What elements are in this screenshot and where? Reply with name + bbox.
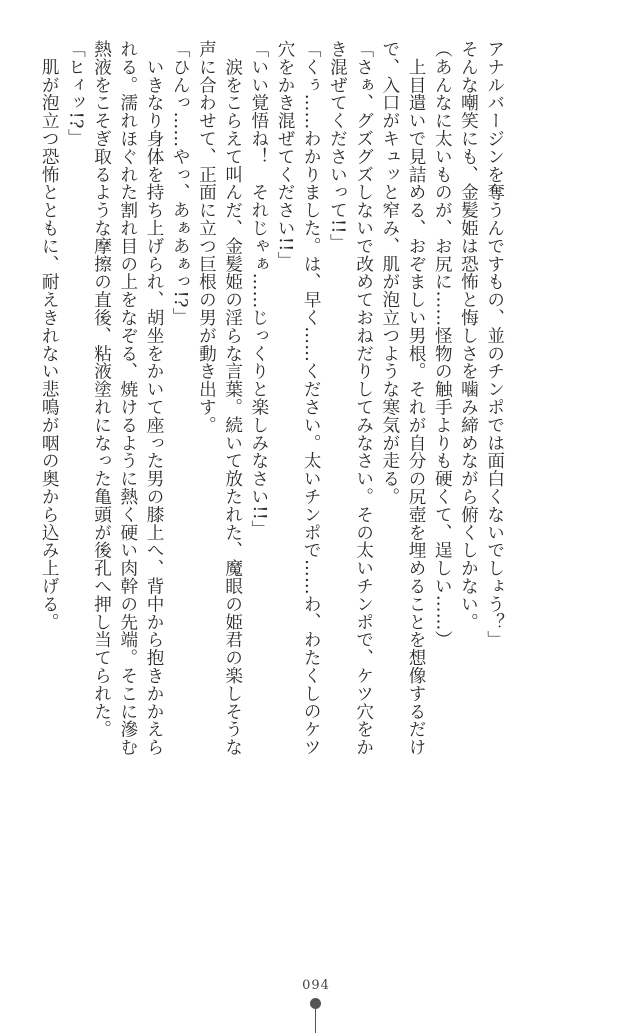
text-line-4: 上目遣いで見詰める、おぞましい男根。それが自分の尻壺を埋めることを想像するだけ: [406, 40, 427, 756]
text-line-14: いきなり身体を持ち上げられ、胡坐をかいて座った男の膝上へ、背中から抱きかかえら: [144, 40, 165, 756]
text-line-16: 熱液をこそぎ取るような摩擦の直後、粘液塗れになった亀頭が後孔へ押し当てられた。: [91, 40, 112, 739]
text-line-1: アナルバージンを奪うんですもの、並のチンポでは面白くないでしょう？」: [484, 40, 505, 649]
text-line-18: 肌が泡立つ恐怖とともに、耐えきれない悲鳴が咽の奥から込み上げる。: [39, 40, 60, 631]
text-line-9: 穴をかき混ぜてください!!」: [275, 40, 296, 270]
text-line-3: （あんなに太いものが、お尻に……怪物の触手よりも硬くて、逞しい……）: [432, 40, 453, 649]
text-line-11: 涙をこらえて叫んだ、金髪姫の淫らな言葉。続いて放たれた、魔眼の姫君の楽しそうな: [222, 40, 243, 756]
text-line-5: で、入口がキュッと窄み、肌が泡立つような寒気が走る。: [379, 40, 400, 506]
text-line-12: 声に合わせて、正面に立つ巨根の男が動き出す。: [196, 40, 217, 434]
page-ornament-line: [315, 1007, 316, 1033]
text-line-15: れる。濡れほぐれた割れ目の上をなぞる、焼けるように熱く硬い肉幹の先端。そこに滲む: [117, 40, 138, 756]
text-line-2: そんな嘲笑にも、金髪姫は恐怖と悔しさを噛み締めながら俯くしかない。: [458, 40, 479, 631]
text-line-7: き混ぜてくださいって!!」: [327, 40, 348, 252]
page-number: 094: [302, 978, 330, 993]
text-line-8: 「くぅ……わかりました。は、早く……ください。太いチンポで……わ、わたくしのケツ: [301, 40, 322, 756]
text-line-17: 「ヒィッ!?」: [65, 40, 86, 147]
text-line-6: 「さぁ、グズグズしないで改めておねだりしてみなさい。その太いチンポで、ケツ穴をか: [353, 40, 374, 756]
body-text: [36, 40, 596, 920]
text-line-10: 「いい覚悟ね！ それじゃぁ……じっくりと楽しみなさい!!」: [248, 40, 269, 539]
vertical-text-columns: [36, 40, 508, 920]
text-line-13: 「ひんっ……やっ、あぁあぁっ!?」: [170, 40, 191, 326]
